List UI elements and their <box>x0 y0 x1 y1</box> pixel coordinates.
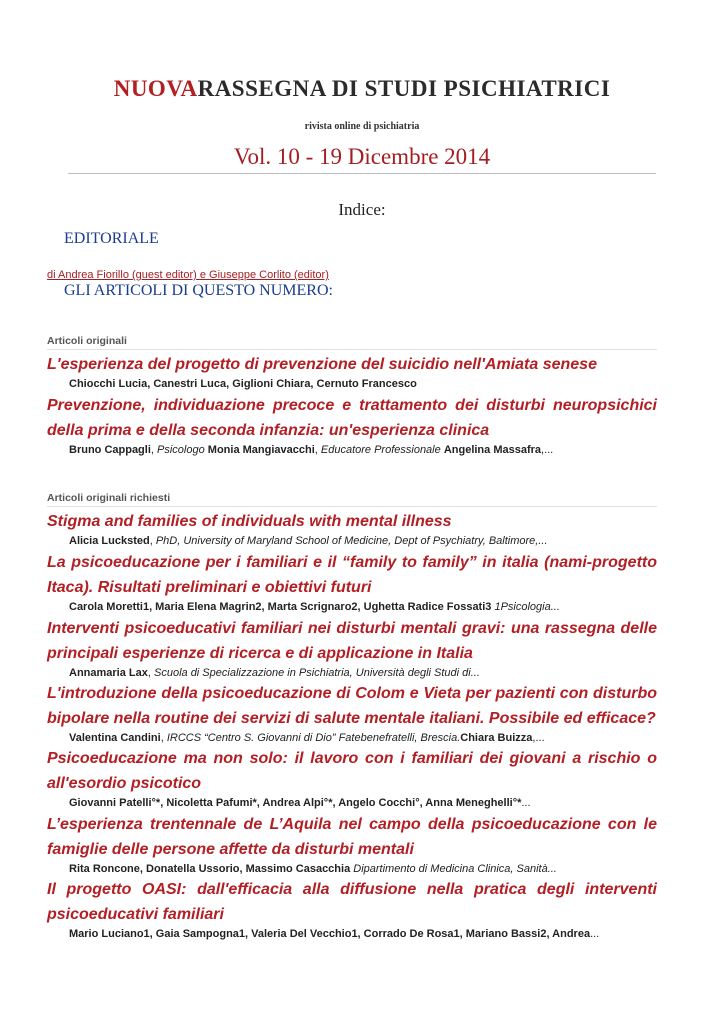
article-authors: Bruno Cappagli, Psicologo Monia Mangiavacchi, Educatore Professionale Angelina Massafra,... <box>69 444 554 456</box>
editorial-link[interactable]: EDITORIALE <box>64 230 159 247</box>
editors-link[interactable]: di Andrea Fiorillo (guest editor) e Giuseppe Corlito (editor) <box>47 269 329 281</box>
article-title-link[interactable]: Prevenzione, individuazione precoce e trattamento dei disturbi neuropsichici della prima e della seconda infanzia: un'esperienza clinica <box>47 397 657 439</box>
article-entry <box>47 746 657 810</box>
article-title-link[interactable]: L'esperienza del progetto di prevenzione del suicidio nell'Amiata senese <box>47 356 597 373</box>
section-divider <box>47 349 657 350</box>
journal-name-prefix: NUOVA <box>113 76 198 101</box>
index-heading: Indice: <box>338 200 386 219</box>
section-divider <box>47 506 657 507</box>
article-title-link[interactable]: Il progetto OASI: dall'efficacia alla diffusione nella pratica degli interventi psicoeducativi familiari <box>47 881 657 923</box>
section-label <box>47 334 657 348</box>
article-entry <box>47 509 657 548</box>
article-authors: Chiocchi Lucia, Canestri Luca, Giglioni Chiara, Cernuto Francesco <box>69 378 417 390</box>
article-title-link[interactable]: La psicoeducazione per i familiari e il “family to family” in italia (nami-progetto Itaca). Risultati preliminari e obiettivi futuri <box>47 554 657 596</box>
journal-masthead <box>0 74 724 104</box>
article-authors: Annamaria Lax, Scuola di Specializzazione in Psichiatria, Università degli Studi di... <box>69 667 480 679</box>
article-entry <box>47 616 657 680</box>
volume-heading: Vol. 10 - 19 Dicembre 2014 <box>233 144 491 169</box>
article-entry <box>47 352 657 391</box>
section-label-text: Articoli originali richiesti <box>47 492 171 504</box>
section-label <box>47 491 657 505</box>
article-title-link[interactable]: L'introduzione della psicoeducazione di Colom e Vieta per pazienti con disturbo bipolare nella routine dei servizi di salute mentale italiani. Possibile ed efficace? <box>47 685 657 727</box>
article-entry <box>47 393 657 457</box>
article-entry <box>47 681 657 745</box>
article-title-link[interactable]: Psicoeducazione ma non solo: il lavoro con i familiari dei giovani a rischio o all'esordio psicotico <box>47 750 657 792</box>
article-authors: Carola Moretti1, Maria Elena Magrin2, Marta Scrignaro2, Ughetta Radice Fossati3 1Psicologia... <box>69 601 560 613</box>
article-title-link[interactable]: L’esperienza trentennale de L’Aquila nel campo della psicoeducazione con le famiglie delle persone affette da disturbi mentali <box>47 816 657 858</box>
article-entry <box>47 877 657 941</box>
journal-tagline: rivista online di psichiatria <box>304 121 420 132</box>
section-label-text: Articoli originali <box>47 335 127 347</box>
article-authors: Mario Luciano1, Gaia Sampogna1, Valeria Del Vecchio1, Corrado De Rosa1, Mariano Bassi2, Andrea... <box>69 928 600 940</box>
article-authors: Alicia Lucksted, PhD, University of Maryland School of Medicine, Dept of Psychiatry, Baltimore,... <box>69 535 548 547</box>
article-entry <box>47 812 657 876</box>
articles-heading-link[interactable]: GLI ARTICOLI DI QUESTO NUMERO: <box>64 282 333 299</box>
article-authors: Rita Roncone, Donatella Ussorio, Massimo Casacchia Dipartimento di Medicina Clinica, Sanità... <box>69 863 557 875</box>
article-title-link[interactable]: Interventi psicoeducativi familiari nei disturbi mentali gravi: una rassegna delle principali esperienze di ricerca e di applicazione in Italia <box>47 620 657 662</box>
article-authors: Valentina Candini, IRCCS “Centro S. Giovanni di Dio” Fatebenefratelli, Brescia.Chiara Buizza,... <box>69 732 545 744</box>
header-divider <box>68 173 656 174</box>
article-title-link[interactable]: Stigma and families of individuals with mental illness <box>47 513 452 530</box>
article-authors: Giovanni Patelli°*, Nicoletta Pafumi*, Andrea Alpi°*, Angelo Cocchi°, Anna Meneghelli°*... <box>69 797 531 809</box>
journal-name: RASSEGNA DI STUDI PSICHIATRICI <box>197 76 611 101</box>
article-entry <box>47 550 657 614</box>
